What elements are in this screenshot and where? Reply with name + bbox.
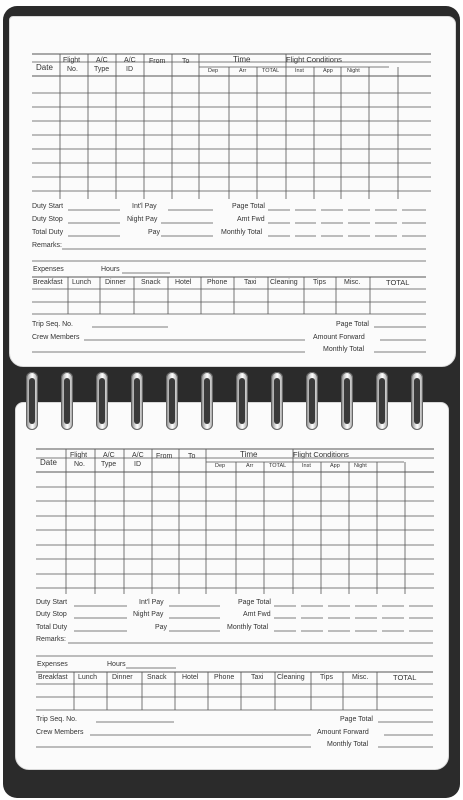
expense-col-misc: Misc. xyxy=(352,674,369,681)
header-night: Night xyxy=(354,463,367,469)
expense-col-breakfast: Breakfast xyxy=(33,279,63,286)
spiral-coil xyxy=(411,372,423,430)
label-trip-page-total: Page Total xyxy=(336,321,369,328)
label-amt-fwd: Amt Fwd xyxy=(237,216,265,223)
header-to: To xyxy=(188,453,196,460)
header-app: App xyxy=(330,463,340,469)
header-dep: Dep xyxy=(208,68,219,74)
header-ac-type-2: Type xyxy=(94,66,110,73)
label-pay: Pay xyxy=(155,624,168,631)
expense-col-misc: Misc. xyxy=(344,279,361,286)
header-date: Date xyxy=(36,63,53,72)
label-page-total: Page Total xyxy=(232,203,265,210)
header-ac-id: A/C xyxy=(124,57,136,64)
header-flight: Flight xyxy=(70,452,88,459)
label-page-total: Page Total xyxy=(238,599,271,606)
label-expenses: Expenses xyxy=(33,266,64,273)
expense-col-phone: Phone xyxy=(207,279,228,286)
label-crew-members: Crew Members xyxy=(36,729,84,736)
label-hours: Hours xyxy=(107,661,126,668)
spiral-coil xyxy=(26,372,38,430)
label-total-duty: Total Duty xyxy=(32,229,64,236)
label-amount-forward: Amount Forward xyxy=(317,729,369,736)
expense-col-tips: Tips xyxy=(313,279,326,286)
header-arr: Arr xyxy=(246,463,254,469)
expense-col-phone: Phone xyxy=(214,674,235,681)
label-trip-seq: Trip Seq. No. xyxy=(36,716,77,723)
label-remarks: Remarks: xyxy=(36,636,66,643)
label-intl-pay: Int'l Pay xyxy=(132,203,157,210)
spiral-coil xyxy=(236,372,248,430)
logbook-page-top xyxy=(9,16,456,367)
label-crew-members: Crew Members xyxy=(32,334,80,341)
label-night-pay: Night Pay xyxy=(127,216,158,223)
label-duty-stop: Duty Stop xyxy=(36,611,67,618)
header-ac-id-2: ID xyxy=(126,66,133,73)
label-night-pay: Night Pay xyxy=(133,611,164,618)
label-total-duty: Total Duty xyxy=(36,624,68,631)
header-time: Time xyxy=(233,55,251,64)
expense-col-lunch: Lunch xyxy=(78,674,98,681)
expense-col-total: TOTAL xyxy=(393,673,417,682)
label-pay: Pay xyxy=(148,229,161,236)
label-trip-page-total: Page Total xyxy=(340,716,373,723)
header-date: Date xyxy=(40,458,57,467)
spiral-coil xyxy=(341,372,353,430)
spiral-coil xyxy=(376,372,388,430)
expense-col-lunch: Lunch xyxy=(72,279,92,286)
spiral-coil xyxy=(271,372,283,430)
header-ac-type: A/C xyxy=(96,57,108,64)
label-duty-stop: Duty Stop xyxy=(32,216,63,223)
expense-col-taxi: Taxi xyxy=(244,279,257,286)
label-trip-seq: Trip Seq. No. xyxy=(32,321,73,328)
expense-col-tips: Tips xyxy=(320,674,333,681)
header-arr: Arr xyxy=(239,68,247,74)
expense-col-dinner: Dinner xyxy=(105,279,126,286)
header-from: From xyxy=(149,58,166,65)
expense-col-dinner: Dinner xyxy=(112,674,133,681)
expense-col-snack: Snack xyxy=(141,279,161,286)
header-ac-type-2: Type xyxy=(101,461,117,468)
label-expenses: Expenses xyxy=(37,661,68,668)
header-inst: Inst xyxy=(295,68,304,74)
label-trip-monthly-total: Monthly Total xyxy=(327,741,369,748)
spiral-coil xyxy=(96,372,108,430)
expense-col-total: TOTAL xyxy=(386,278,410,287)
label-trip-monthly-total: Monthly Total xyxy=(323,346,365,353)
label-intl-pay: Int'l Pay xyxy=(139,599,164,606)
label-remarks: Remarks: xyxy=(32,242,62,249)
header-flight-conditions: Flight Conditions xyxy=(293,450,349,459)
header-app: App xyxy=(323,68,333,74)
header-flight: Flight xyxy=(63,57,81,64)
spiral-coil xyxy=(131,372,143,430)
header-ac-id: A/C xyxy=(132,452,144,459)
header-flight-conditions: Flight Conditions xyxy=(286,55,342,64)
label-amt-fwd: Amt Fwd xyxy=(243,611,271,618)
header-inst: Inst xyxy=(302,463,311,469)
expense-col-hotel: Hotel xyxy=(182,674,199,681)
header-flight-no: No. xyxy=(67,66,78,73)
header-ac-id-2: ID xyxy=(134,461,141,468)
label-monthly-total: Monthly Total xyxy=(221,229,263,236)
spiral-coil xyxy=(61,372,73,430)
expense-col-cleaning: Cleaning xyxy=(277,674,305,681)
expense-col-taxi: Taxi xyxy=(251,674,264,681)
spiral-coil xyxy=(166,372,178,430)
header-dep: Dep xyxy=(215,463,226,469)
header-flight-no: No. xyxy=(74,461,85,468)
header-to: To xyxy=(182,58,190,65)
label-hours: Hours xyxy=(101,266,120,273)
expense-col-breakfast: Breakfast xyxy=(38,674,68,681)
expense-col-hotel: Hotel xyxy=(175,279,192,286)
spiral-coil xyxy=(201,372,213,430)
header-from: From xyxy=(156,453,173,460)
header-total: TOTAL xyxy=(269,463,287,469)
header-ac-type: A/C xyxy=(103,452,115,459)
expense-col-snack: Snack xyxy=(147,674,167,681)
spiral-coil xyxy=(306,372,318,430)
label-monthly-total: Monthly Total xyxy=(227,624,269,631)
label-duty-start: Duty Start xyxy=(32,203,64,210)
label-duty-start: Duty Start xyxy=(36,599,68,606)
logbook-page-bottom xyxy=(15,402,449,770)
expense-col-cleaning: Cleaning xyxy=(270,279,298,286)
header-total: TOTAL xyxy=(262,68,280,74)
header-night: Night xyxy=(347,68,360,74)
header-time: Time xyxy=(240,450,258,459)
label-amount-forward: Amount Forward xyxy=(313,334,365,341)
